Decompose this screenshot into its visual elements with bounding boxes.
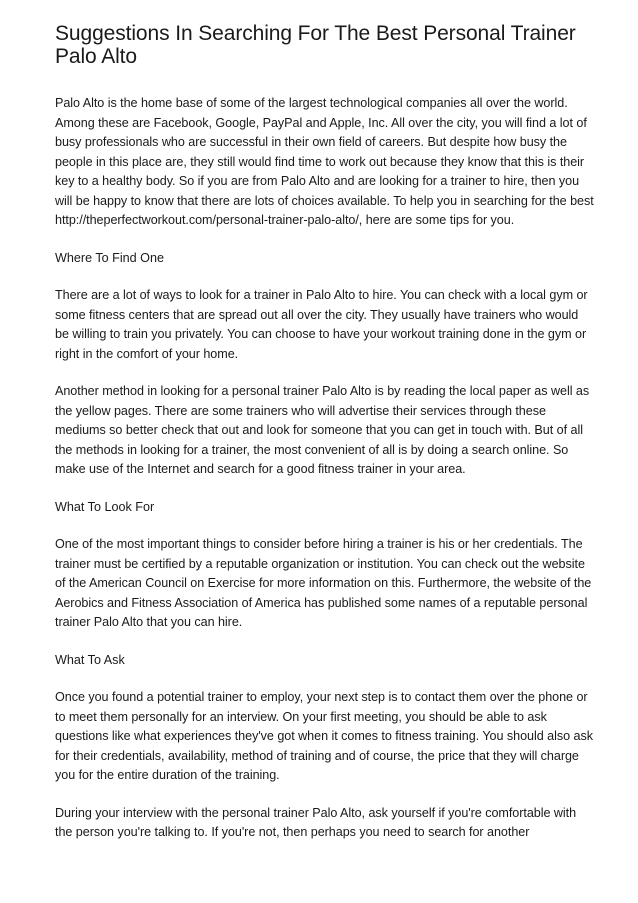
section-heading-where-to-find-one: Where To Find One: [55, 250, 164, 265]
intro-paragraph: Palo Alto is the home base of some of the largest technological companies all over the world. Among these are Facebook, Google, PayPal and Apple, Inc. All over the city, you will find a lot of busy professionals who are successful in their own field of careers. But despite how busy the people in this place are, they still would find time to work out because they know that this is their key to a healthy body. So if you are from Palo Alto and are looking for a trainer to hire, then you will be happy to know that there are lots of choices available. To help you in searching for the best http://theperfectworkout.com/personal-trainer-palo-alto/, here are some tips for you.: [55, 96, 594, 227]
section-heading-what-to-look-for: What To Look For: [55, 499, 155, 514]
paragraph: One of the most important things to consider before hiring a trainer is his or her credentials. The trainer must be certified by a reputable organization or institution. You can check out the website of the American Council on Exercise for more information on this. Furthermore, the website of the Aerobics and Fitness Association of America has published some names of a reputable personal trainer Palo Alto that you can hire.: [55, 537, 592, 629]
paragraph: Once you found a potential trainer to employ, your next step is to contact them over the phone or to meet them personally for an interview. On your first meeting, you should be able to ask questions like what experiences they've got when it comes to fitness training. You should also ask for their credentials, availability, method of training and of course, the price that they will charge you for the entire duration of the training.: [55, 690, 593, 782]
paragraph: There are a lot of ways to look for a trainer in Palo Alto to hire. You can check with a local gym or some fitness centers that are spread out all over the city. They usually have trainers who would be willing to train you privately. You can choose to have your workout training done in the gym or right in the comfort of your home.: [55, 288, 588, 361]
section-heading-what-to-ask: What To Ask: [55, 652, 125, 667]
document-title: Suggestions In Searching For The Best Personal Trainer Palo Alto: [55, 22, 576, 68]
paragraph: Another method in looking for a personal trainer Palo Alto is by reading the local paper as well as the yellow pages. There are some trainers who will advertise their services through these mediums so better check that out and look for someone that you can get in touch with. But of all the methods in looking for a trainer, the most convenient of all is by doing a search online. So make use of the Internet and search for a good fitness trainer in your area.: [55, 384, 590, 476]
paragraph: During your interview with the personal trainer Palo Alto, ask yourself if you're comfortable with the person you're talking to. If you're not, then perhaps you need to search for another: [55, 805, 577, 839]
document-page: [55, 22, 595, 861]
